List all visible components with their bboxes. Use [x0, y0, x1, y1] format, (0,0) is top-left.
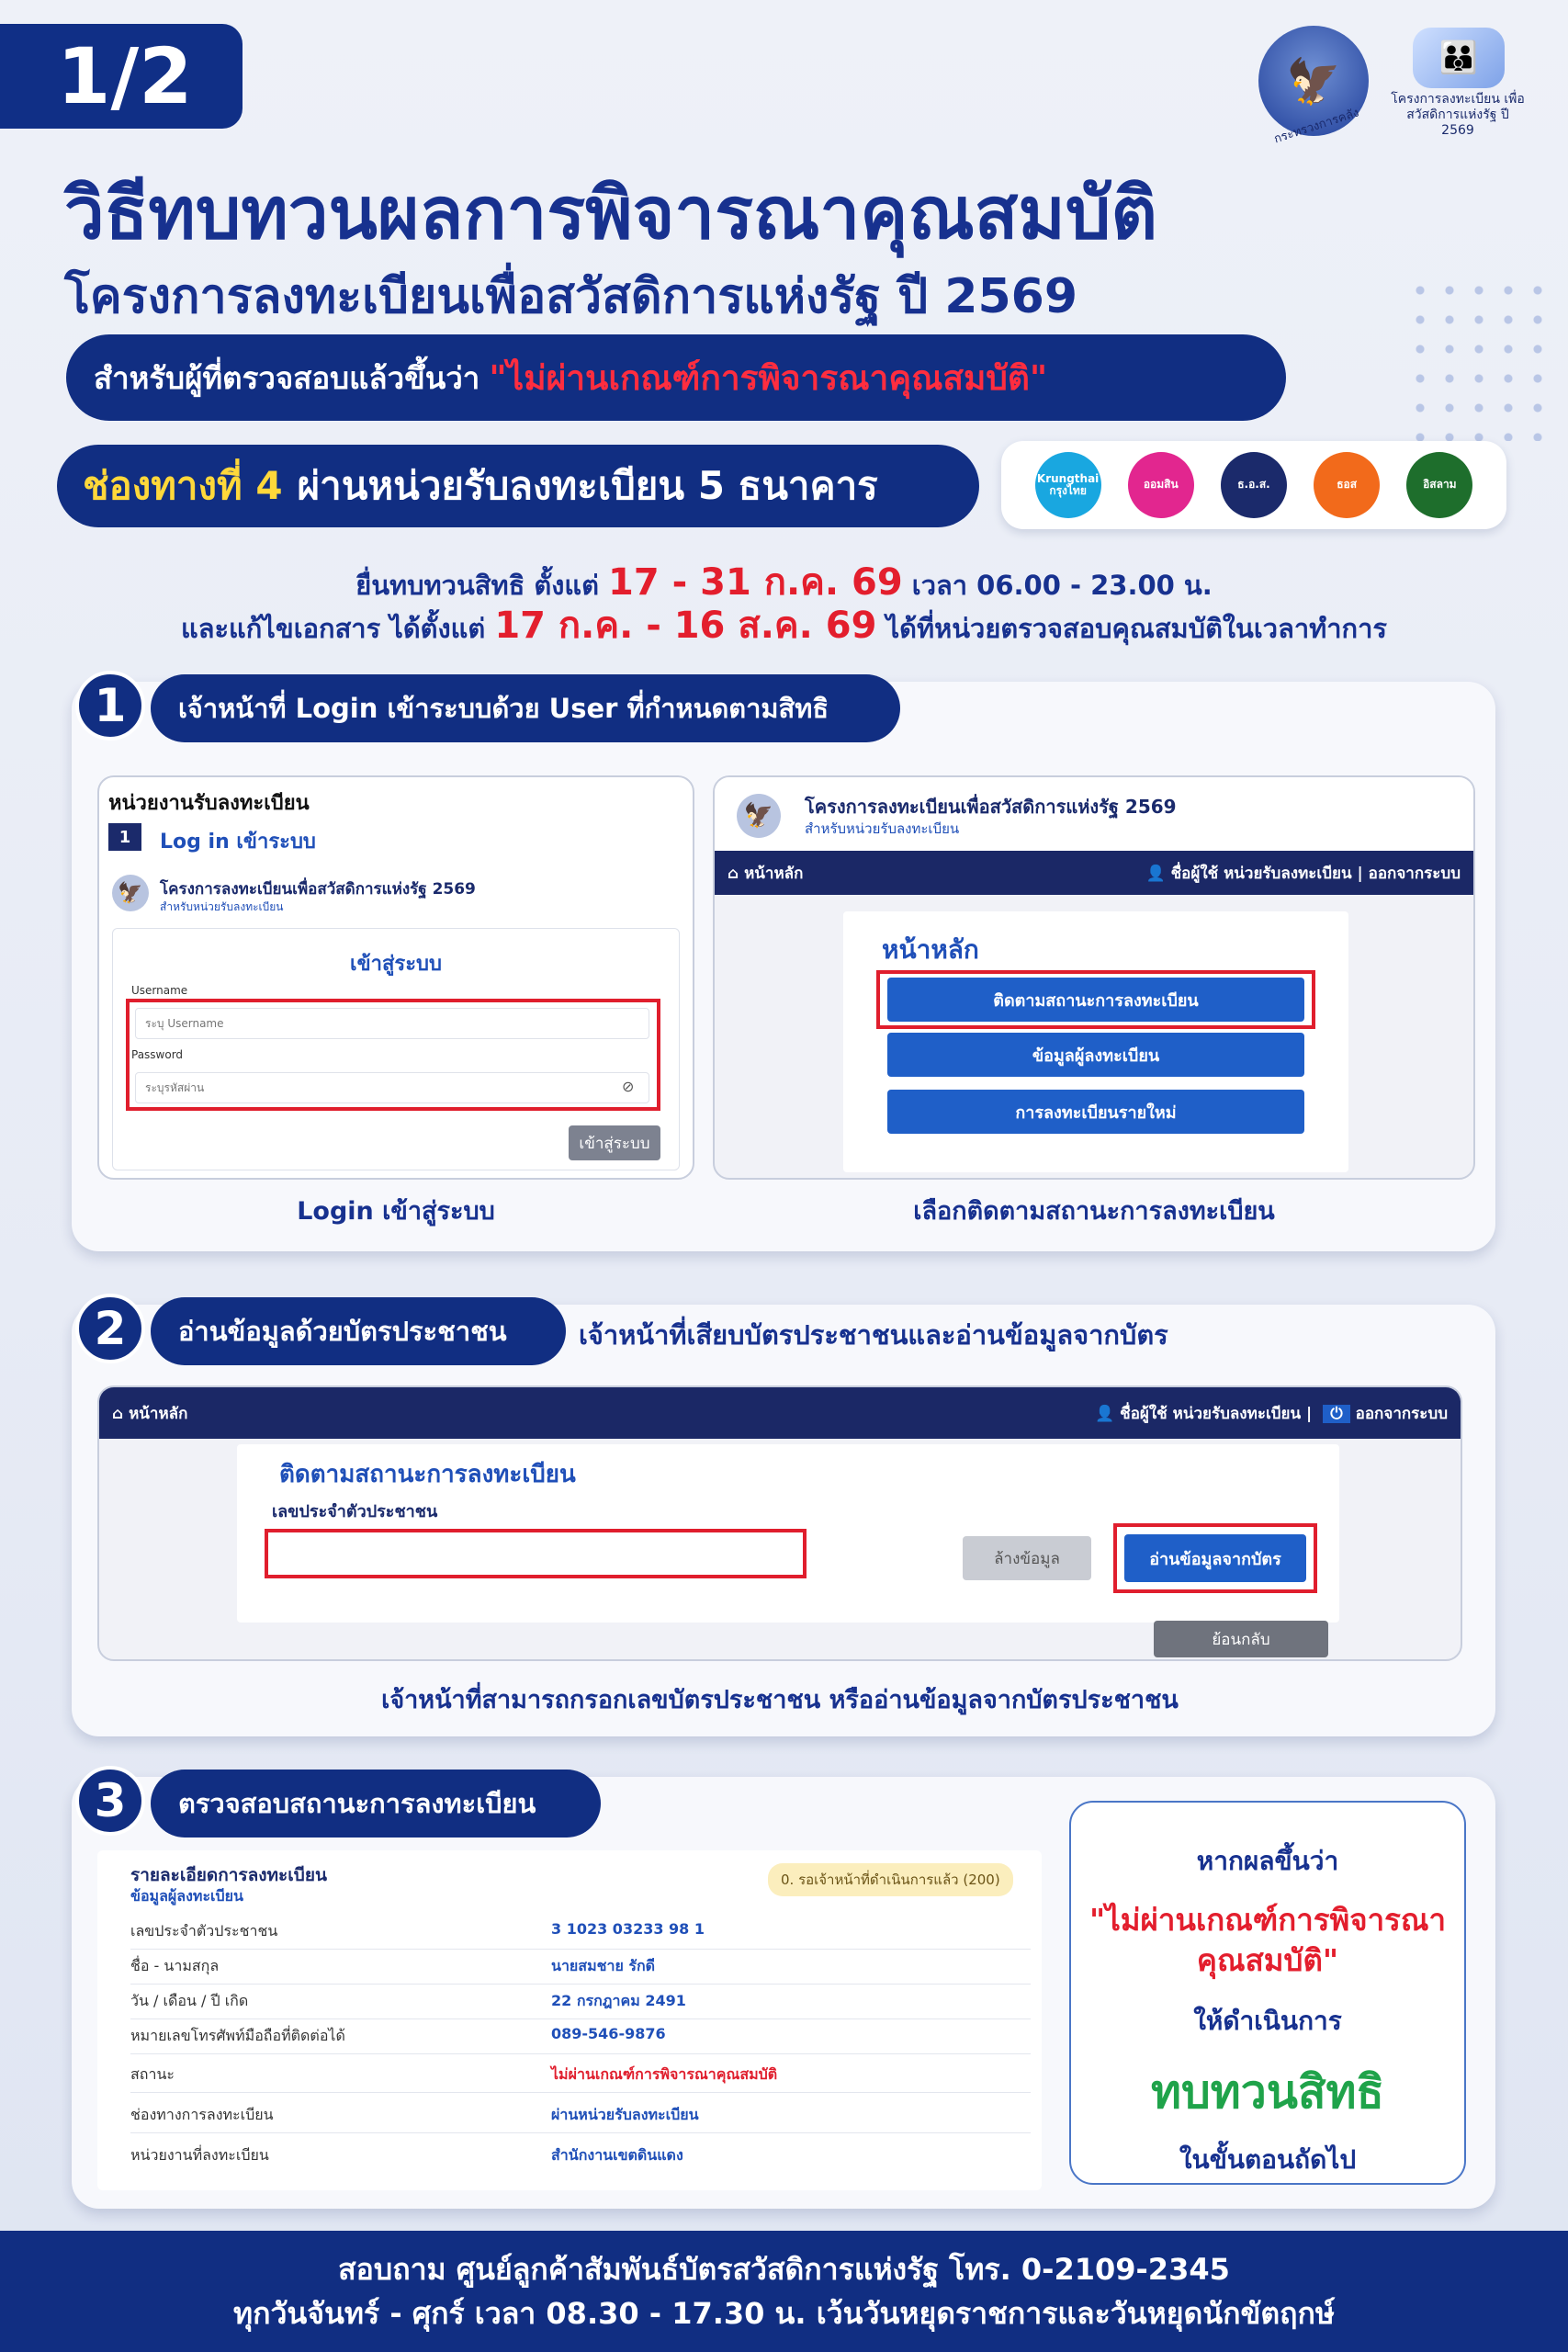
- date-line-1: [0, 562, 1568, 605]
- date-info: [0, 562, 1568, 649]
- result-line-3: ให้ดำเนินการ: [1193, 2006, 1342, 2036]
- audience-prefix: สำหรับผู้ที่ตรวจสอบแล้วขึ้นว่า: [94, 359, 480, 396]
- home-project-name: โครงการลงทะเบียนเพื่อสวัสดิการแห่งรัฐ 2569: [805, 796, 1177, 818]
- detail-value: 22 กรกฎาคม 2491: [551, 1992, 686, 2009]
- home-navbar: [715, 851, 1473, 895]
- track-status-title: ติดตามสถานะการลงทะเบียน: [279, 1461, 576, 1488]
- user-icon: 👤: [1145, 864, 1171, 883]
- detail-rows: [130, 1913, 1031, 2188]
- password-input[interactable]: [135, 1072, 649, 1103]
- detail-value: ผ่านหน่วยรับลงทะเบียน: [551, 2106, 699, 2123]
- password-label: Password: [131, 1048, 184, 1061]
- detail-row: [130, 2137, 1031, 2174]
- project-logo: 👪: [1413, 28, 1505, 88]
- detail-label: ชื่อ - นามสกุล: [130, 1957, 220, 1974]
- detail-label: ช่องทางการลงทะเบียน: [130, 2106, 274, 2123]
- date-line-2: [0, 605, 1568, 649]
- home-menu-card: [843, 911, 1348, 1172]
- contact-footer: [0, 2231, 1568, 2352]
- login-project-name: โครงการลงทะเบียนเพื่อสวัสดิการแห่งรัฐ 2569: [160, 880, 476, 899]
- back-button[interactable]: ย้อนกลับ: [1154, 1621, 1328, 1657]
- result-line-1: หากผลขึ้นว่า: [1196, 1846, 1339, 1876]
- id-number-input[interactable]: [265, 1529, 807, 1578]
- detail-heading: รายละเอียดการลงทะเบียน: [130, 1865, 327, 1885]
- track-status-card: [237, 1444, 1339, 1623]
- home-project-sub: สำหรับหน่วยรับลงทะเบียน: [805, 820, 960, 837]
- login-caption: Login เข้าสู่ระบบ: [297, 1197, 495, 1226]
- step-2-number: 2: [75, 1294, 145, 1363]
- result-highlight: "ไม่ผ่านเกณฑ์การพิจารณาคุณสมบัติ": [1089, 1902, 1446, 1978]
- unit-label: หน่วยงานรับลงทะเบียน: [108, 792, 310, 815]
- read-card-screenshot: [97, 1385, 1462, 1661]
- project-emblem-icon: 🦅: [112, 875, 149, 911]
- login-step-badge: 1: [108, 823, 141, 851]
- registration-detail-screenshot: [97, 1850, 1042, 2190]
- read-card-button[interactable]: อ่านข้อมูลจากบัตร: [1124, 1534, 1306, 1582]
- nav-home-label-2: หน้าหลัก: [129, 1404, 188, 1423]
- channel-highlight: ช่องทางที่ 4: [83, 463, 283, 508]
- date-line-1-prefix: ยื่นทบทวนสิทธิ ตั้งแต่: [355, 570, 599, 601]
- detail-row: [130, 1913, 1031, 1950]
- eye-off-icon[interactable]: ⊘: [622, 1078, 635, 1095]
- detail-label: หมายเลขโทรศัพท์มือถือที่ติดต่อได้: [130, 2027, 345, 2044]
- step-3-number: 3: [75, 1766, 145, 1836]
- nav-home-link-2[interactable]: [112, 1401, 187, 1426]
- ministry-logo-caption: กระทรวงการคลัง: [1272, 106, 1361, 147]
- nav-user-area-2: [1095, 1401, 1448, 1426]
- step-2-title: อ่านข้อมูลด้วยบัตรประชาชน: [151, 1297, 566, 1365]
- audience-banner: [66, 334, 1286, 421]
- step-1-number: 1: [75, 671, 145, 741]
- page-indicator: 1/2: [0, 24, 243, 129]
- nav-user-info[interactable]: [1146, 861, 1461, 886]
- detail-label: เลขประจำตัวประชาชน: [130, 1922, 278, 1939]
- home-screenshot: [713, 775, 1475, 1180]
- result-instruction-box: [1069, 1801, 1466, 2185]
- registrant-info-button[interactable]: ข้อมูลผู้ลงทะเบียน: [887, 1033, 1304, 1077]
- detail-value: 3 1023 03233 98 1: [551, 1920, 705, 1938]
- login-screenshot: [97, 775, 694, 1180]
- step-2-description: เจ้าหน้าที่เสียบบัตรประชาชนและอ่านข้อมูลจากบัตร: [579, 1319, 1168, 1351]
- result-line-5: ในขั้นตอนถัดไป: [1179, 2144, 1357, 2175]
- gsb-logo: ออมสิน: [1128, 452, 1194, 518]
- step-2-caption: เจ้าหน้าที่สามารถกรอกเลขบัตรประชาชน หรืออ่านข้อมูลจากบัตรประชาชน: [381, 1686, 1179, 1714]
- date-line-1-suffix: เวลา 06.00 - 23.00 น.: [911, 570, 1213, 601]
- id-label: เลขประจำตัวประชาชน: [272, 1502, 438, 1521]
- detail-row: [130, 2018, 1031, 2054]
- home-page-title: หน้าหลัก: [882, 934, 979, 965]
- detail-value: 089-546-9876: [551, 2025, 666, 2042]
- username-input[interactable]: [135, 1008, 649, 1039]
- channel-banner: [57, 445, 979, 527]
- project-logo-caption: โครงการลงทะเบียน เพื่อสวัสดิการแห่งรัฐ ปี 2569: [1391, 92, 1525, 138]
- result-action: ทบทวนสิทธิ: [1151, 2065, 1384, 2119]
- home-icon: ⌂: [112, 1404, 130, 1423]
- step-1-title: เจ้าหน้าที่ Login เข้าระบบด้วย User ที่กำหนดตามสิทธิ: [151, 674, 900, 742]
- home-icon: ⌂: [728, 864, 745, 883]
- footer-line-1: สอบถาม ศูนย์ลูกค้าสัมพันธ์บัตรสวัสดิการแห่งรัฐ โทร. 0-2109-2345: [338, 2252, 1230, 2287]
- detail-row: [130, 2056, 1031, 2093]
- status-badge: 0. รอเจ้าหน้าที่ดำเนินการแล้ว (200): [768, 1863, 1013, 1896]
- login-form-title: เข้าสู่ระบบ: [350, 953, 442, 976]
- username-label: Username: [131, 984, 188, 997]
- nav-home-link[interactable]: [728, 861, 803, 886]
- login-step-text: Log in เข้าระบบ: [160, 831, 316, 854]
- detail-subheading: ข้อมูลผู้ลงทะเบียน: [130, 1887, 243, 1905]
- track-status-button[interactable]: ติดตามสถานะการลงทะเบียน: [887, 978, 1304, 1022]
- new-registration-button[interactable]: การลงทะเบียนรายใหม่: [887, 1090, 1304, 1134]
- detail-label: หน่วยงานที่ลงทะเบียน: [130, 2146, 269, 2164]
- nav-logout-link[interactable]: ออกจากระบบ: [1355, 1404, 1448, 1423]
- detail-row: [130, 1948, 1031, 1984]
- detail-value: นายสมชาย รักดี: [551, 1957, 656, 1974]
- nav-home-label: หน้าหลัก: [744, 864, 804, 883]
- home-caption: เลือกติดตามสถานะการลงทะเบียน: [913, 1197, 1275, 1226]
- bank-logos: [1001, 441, 1506, 529]
- detail-label: สถานะ: [130, 2065, 175, 2083]
- logout-icon: ⏻: [1323, 1405, 1349, 1423]
- clear-button[interactable]: ล้างข้อมูล: [963, 1536, 1091, 1580]
- login-form: [112, 928, 680, 1170]
- decorative-dots: [1405, 276, 1543, 441]
- nav-user-label-2: ชื่อผู้ใช้ หน่วยรับลงทะเบียน |: [1120, 1404, 1313, 1423]
- date-line-1-range: 17 - 31 ก.ค. 69: [608, 561, 903, 604]
- ministry-logo: 🦅: [1258, 26, 1369, 136]
- detail-status-value: ไม่ผ่านเกณฑ์การพิจารณาคุณสมบัติ: [551, 2065, 778, 2083]
- login-submit-button[interactable]: เข้าสู่ระบบ: [569, 1125, 660, 1160]
- islamic-bank-logo: อิสลาม: [1406, 452, 1472, 518]
- page-subtitle: โครงการลงทะเบียนเพื่อสวัสดิการแห่งรัฐ ปี 2569: [64, 269, 1077, 324]
- step-3-title: ตรวจสอบสถานะการลงทะเบียน: [151, 1770, 601, 1838]
- page-title: วิธีทบทวนผลการพิจารณาคุณสมบัติ: [64, 173, 1157, 255]
- date-line-2-range: 17 ก.ค. - 16 ส.ค. 69: [494, 605, 877, 647]
- nav-user-label: ชื่อผู้ใช้ หน่วยรับลงทะเบียน | ออกจากระบบ: [1170, 864, 1461, 883]
- ghb-logo: ธอส: [1314, 452, 1380, 518]
- audience-highlight: "ไม่ผ่านเกณฑ์การพิจารณาคุณสมบัติ": [489, 357, 1048, 398]
- date-line-2-suffix: ได้ที่หน่วยตรวจสอบคุณสมบัติในเวลาทำการ: [886, 613, 1387, 644]
- read-card-navbar: [99, 1387, 1461, 1439]
- home-emblem-icon: 🦅: [737, 794, 781, 838]
- detail-label: วัน / เดือน / ปี เกิด: [130, 1992, 249, 2009]
- date-line-2-prefix: และแก้ไขเอกสาร ได้ตั้งแต่: [181, 613, 486, 644]
- user-icon: 👤: [1095, 1404, 1121, 1423]
- baac-logo: ธ.อ.ส.: [1221, 452, 1287, 518]
- detail-row: [130, 2097, 1031, 2133]
- footer-line-2: ทุกวันจันทร์ - ศุกร์ เวลา 08.30 - 17.30 น. เว้นวันหยุดราชการและวันหยุดนักขัตฤกษ์: [232, 2296, 1336, 2331]
- login-project-sub: สำหรับหน่วยรับลงทะเบียน: [160, 900, 284, 913]
- detail-value: สำนักงานเขตดินแดง: [551, 2146, 683, 2164]
- detail-row: [130, 1983, 1031, 2019]
- krungthai-logo: Krungthai กรุงไทย: [1035, 452, 1101, 518]
- channel-label: ผ่านหน่วยรับลงทะเบียน 5 ธนาคาร: [297, 463, 878, 508]
